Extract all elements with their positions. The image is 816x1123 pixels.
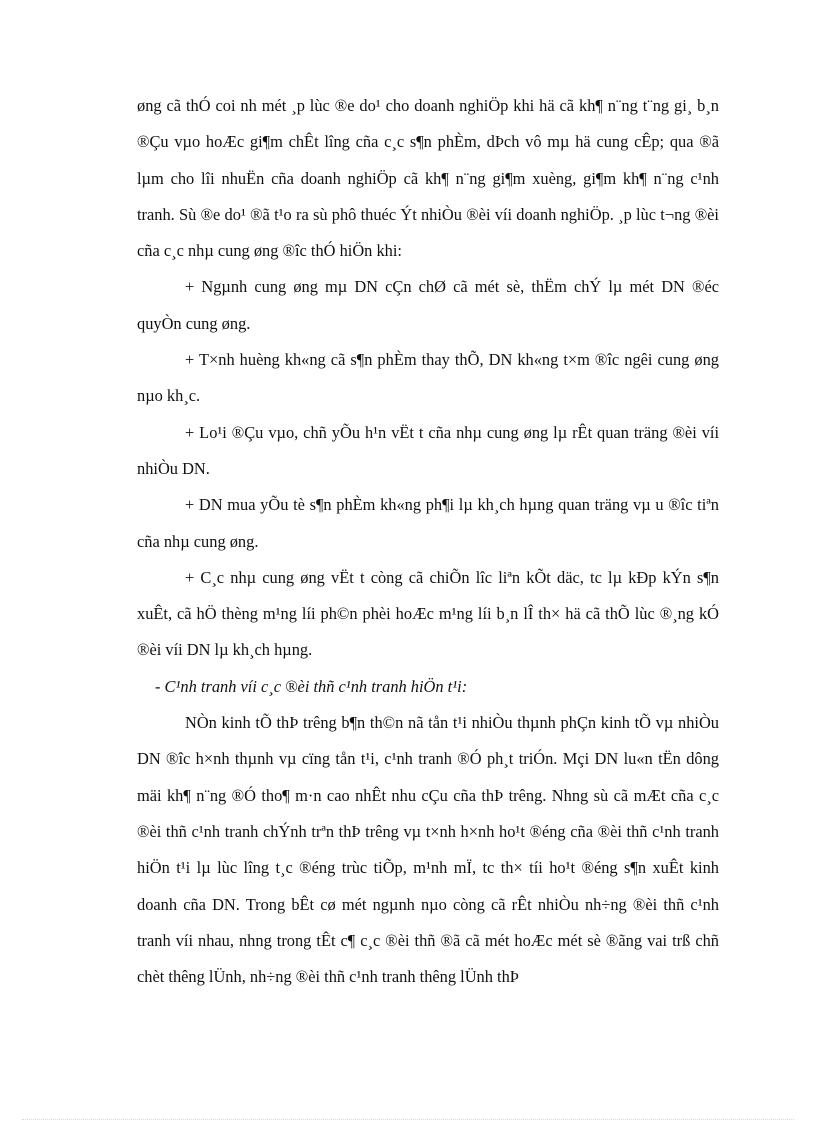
bullet-paragraph: + T×nh huèng kh«ng cã s¶n phÈm thay thÕ, DN kh«ng t×m ®îc ngêi cung øng nµo kh¸c. bbox=[137, 350, 719, 406]
bullet-paragraph: + Lo¹i ®Çu vµo, chñ yÕu h¹n vËt t cña nhµ cung øng lµ rÊt quan träng ®èi víi nhiÒu DN. bbox=[137, 422, 719, 478]
body-paragraph: NÒn kinh tÕ thÞ trêng b¶n th©n nã tån t¹i nhiÒu thµnh phÇn kinh tÕ vµ nhiÒu DN ®îc h×nh thµnh vµ cïng tån t¹i, c¹nh tranh ®Ó ph¸t triÓn. Mçi DN lu«n tËn dông mäi kh¶ n¨ng ®Ó tho¶ m·n cao nhÊt nhu cÇu cña thÞ trêng. Nhng sù cã mÆt cña c¸c ®èi thñ c¹nh tranh chÝnh trªn thÞ trêng vµ t×nh h×nh ho¹t ®éng cña ®èi thñ c¹nh tranh hiÖn t¹i lµ lùc lîng t¸c ®éng trùc tiÕp, m¹nh mÏ, tc th× tíi ho¹t ®éng s¶n xuÊt kinh doanh cña DN. Trong bÊt cø mét ngµnh nµo còng cã rÊt nhiÒu nh÷ng ®èi thñ c¹nh tranh víi nhau, nhng trong tÊt c¶ c¸c ®èi thñ ®ã cã mét hoÆc mét sè ®ãng vai trß chñ chèt thêng lÜnh, nh÷ng ®èi thñ c¹nh tranh thêng lÜnh thÞ bbox=[137, 713, 719, 987]
document-body bbox=[137, 88, 719, 995]
bullet-paragraph: + Ngµnh cung øng mµ DN cÇn chØ cã mét sè, thËm chÝ lµ mét DN ®éc quyÒn cung øng. bbox=[137, 277, 719, 333]
body-paragraph: øng cã thÓ coi nh mét ¸p lùc ®e do¹ cho doanh nghiÖp khi hä cã kh¶ n¨ng t¨ng gi¸ b¸n ®Çu vµo hoÆc gi¶m chÊt lîng cña c¸c s¶n phÈm, dÞch vô mµ hä cung cÊp; qua ®ã lµm cho lîi nhuËn cña doanh nghiÖp cã kh¶ n¨ng gi¶m xuèng, gi¶m kh¶ n¨ng c¹nh tranh. Sù ®e do¹ ®ã t¹o ra sù phô thuéc Ýt nhiÒu ®èi víi doanh nghiÖp. ¸p lùc t¬ng ®èi cña c¸c nhµ cung øng ®îc thÓ hiÖn khi: bbox=[137, 96, 719, 261]
page-bottom-divider bbox=[22, 1119, 794, 1120]
bullet-paragraph: + DN mua yÕu tè s¶n phÈm kh«ng ph¶i lµ kh¸ch hµng quan träng vµ u ®îc tiªn cña nhµ cung øng. bbox=[137, 495, 719, 551]
bullet-paragraph: + C¸c nhµ cung øng vËt t còng cã chiÕn lîc liªn kÕt däc, tc lµ kÐp kÝn s¶n xuÊt, cã hÖ thèng m¹ng líi ph©n phèi hoÆc m¹ng líi b¸n lÎ th× hä cã thÕ lùc ®¸ng kÓ ®èi víi DN lµ kh¸ch hµng. bbox=[137, 567, 719, 660]
section-heading: - C¹nh tranh víi c¸c ®èi thñ c¹nh tranh hiÖn t¹i: bbox=[155, 676, 468, 696]
